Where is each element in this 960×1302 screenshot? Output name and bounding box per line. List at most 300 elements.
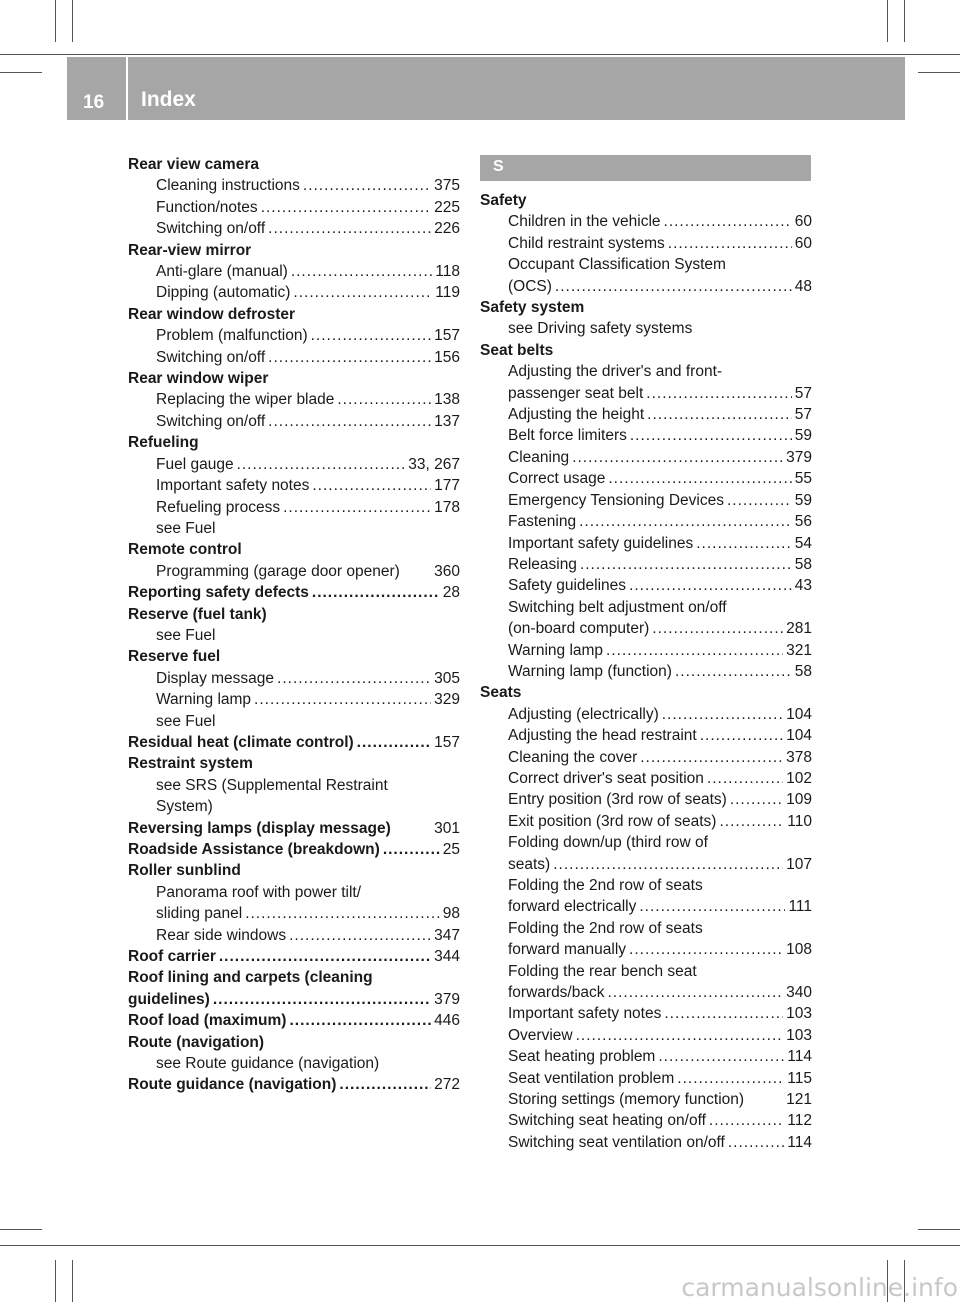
dot-leader xyxy=(572,447,783,468)
index-entry xyxy=(480,447,812,468)
entry-text: Roof load (maximum) xyxy=(128,1012,287,1030)
entry-text: Dipping (automatic) xyxy=(156,284,291,302)
entry-page-number: 55 xyxy=(794,470,812,488)
index-entry xyxy=(128,261,460,282)
entry-page-number: 25 xyxy=(442,841,460,858)
entry-text: (on-board computer) xyxy=(508,620,650,638)
index-entry xyxy=(480,640,812,661)
index-entry xyxy=(128,175,460,196)
index-entry xyxy=(480,468,812,489)
index-entry xyxy=(480,1068,812,1089)
entry-text: Switching seat ventilation on/off xyxy=(508,1133,725,1151)
index-entry xyxy=(128,218,460,239)
entry-text: Seat belts xyxy=(480,341,554,359)
dot-leader xyxy=(630,425,792,446)
crop-mark xyxy=(0,1229,42,1230)
entry-page-number: 305 xyxy=(434,669,460,687)
entry-text: Overview xyxy=(508,1026,573,1044)
dot-leader xyxy=(237,454,406,475)
dot-leader xyxy=(277,668,431,689)
dot-leader xyxy=(728,1132,784,1153)
page-number: 16 xyxy=(83,92,105,113)
entry-text: Correct driver's seat position xyxy=(508,769,704,787)
dot-leader xyxy=(553,854,783,875)
entry-page-number: 104 xyxy=(786,727,812,745)
index-entry xyxy=(128,796,460,817)
page-title: Index xyxy=(141,88,196,111)
index-entry xyxy=(480,661,812,682)
index-entry xyxy=(480,875,812,896)
dot-leader xyxy=(707,768,783,789)
dot-leader xyxy=(245,903,440,924)
entry-page-number: 138 xyxy=(434,391,460,409)
entry-text: see Fuel xyxy=(156,626,216,644)
index-entry xyxy=(480,747,812,768)
index-entry xyxy=(480,383,812,404)
index-entry xyxy=(128,711,460,732)
index-entry xyxy=(480,533,812,554)
entry-text: seats) xyxy=(508,855,551,873)
entry-text: Reporting safety defects xyxy=(128,584,309,602)
index-entry-heading xyxy=(480,297,812,318)
header-divider xyxy=(126,57,128,120)
index-entry-heading xyxy=(128,839,460,860)
index-entry xyxy=(128,925,460,946)
dot-leader xyxy=(608,468,791,489)
entry-text: Roller sunblind xyxy=(128,862,241,880)
entry-text: Releasing xyxy=(508,555,577,573)
entry-page-number: 60 xyxy=(794,213,812,231)
index-entry-heading xyxy=(128,732,460,753)
entry-page-number: 178 xyxy=(434,498,460,516)
entry-page-number: 329 xyxy=(434,691,460,709)
entry-text: Fastening xyxy=(508,513,577,531)
dot-leader xyxy=(337,389,431,410)
entry-page-number: 56 xyxy=(794,513,812,531)
index-column-left xyxy=(128,154,460,1096)
dot-leader xyxy=(312,582,440,603)
dot-leader xyxy=(646,383,791,404)
entry-text: Roof carrier xyxy=(128,948,216,966)
index-entry-heading xyxy=(128,946,460,967)
dot-leader xyxy=(607,982,783,1003)
watermark: carmanualsonline.info xyxy=(681,1273,958,1302)
entry-page-number: 225 xyxy=(434,198,460,216)
entry-text: Restraint system xyxy=(128,755,253,773)
dot-leader xyxy=(555,276,792,297)
entry-text: Rear window defroster xyxy=(128,305,296,323)
entry-text: Anti-glare (manual) xyxy=(156,263,288,281)
entry-page-number: 102 xyxy=(786,769,812,787)
index-entry-heading xyxy=(128,1074,460,1095)
index-entry xyxy=(480,1089,812,1110)
crop-mark xyxy=(0,72,42,73)
entry-text: Route guidance (navigation) xyxy=(128,1076,337,1094)
entry-page-number: 118 xyxy=(435,263,460,281)
entry-text: Correct usage xyxy=(508,470,606,488)
entry-page-number: 107 xyxy=(786,855,812,873)
entry-text: Important safety guidelines xyxy=(508,534,694,552)
index-entry xyxy=(128,903,460,924)
crop-mark xyxy=(887,0,888,42)
dot-leader xyxy=(268,218,431,239)
entry-text: Storing settings (memory function) xyxy=(508,1091,745,1109)
entry-text: Reserve (fuel tank) xyxy=(128,605,267,623)
entry-page-number: 226 xyxy=(434,220,460,238)
index-entry-heading xyxy=(128,860,460,881)
entry-page-number: 48 xyxy=(794,277,812,295)
index-entry xyxy=(480,554,812,575)
index-entry xyxy=(128,561,460,582)
index-entry xyxy=(480,233,812,254)
dot-leader xyxy=(261,197,431,218)
index-entry xyxy=(128,325,460,346)
crop-mark xyxy=(55,0,56,42)
entry-page-number: 321 xyxy=(786,641,812,659)
index-entry xyxy=(480,254,812,275)
entry-text: Refueling xyxy=(128,434,199,452)
entry-text: Refueling process xyxy=(156,498,281,516)
entry-page-number: 104 xyxy=(786,705,812,723)
dot-leader xyxy=(291,261,432,282)
index-entry xyxy=(480,425,812,446)
entry-page-number: 340 xyxy=(786,984,812,1002)
dot-leader xyxy=(640,747,783,768)
entry-text: Adjusting (electrically) xyxy=(508,705,659,723)
crop-mark xyxy=(55,1260,56,1302)
dot-leader xyxy=(677,1068,784,1089)
dot-leader xyxy=(268,411,431,432)
entry-page-number: 108 xyxy=(786,941,812,959)
dot-leader xyxy=(664,211,792,232)
dot-leader xyxy=(576,1025,784,1046)
entry-text: Safety guidelines xyxy=(508,577,627,595)
entry-page-number: 59 xyxy=(794,427,812,445)
index-entry xyxy=(480,1003,812,1024)
entry-text: Warning lamp xyxy=(508,641,604,659)
dot-leader xyxy=(254,689,431,710)
index-entry-heading xyxy=(128,989,460,1010)
entry-text: Warning lamp xyxy=(156,691,252,709)
entry-text: Belt force limiters xyxy=(508,427,627,445)
index-entry xyxy=(480,832,812,853)
entry-text: Entry position (3rd row of seats) xyxy=(508,791,727,809)
dot-leader xyxy=(580,554,792,575)
index-entry xyxy=(128,454,460,475)
index-entry-heading xyxy=(128,432,460,453)
index-entry-heading xyxy=(128,967,460,988)
dot-leader xyxy=(700,725,783,746)
index-entry xyxy=(480,704,812,725)
entry-page-number: 301 xyxy=(434,819,460,837)
index-entry-heading xyxy=(128,1010,460,1031)
entry-page-number: 281 xyxy=(786,620,812,638)
crop-mark xyxy=(0,54,960,55)
index-entry xyxy=(128,475,460,496)
index-entry xyxy=(128,668,460,689)
entry-text: Folding the 2nd row of seats xyxy=(508,877,703,894)
index-entry-heading xyxy=(128,818,460,839)
entry-text: Exit position (3rd row of seats) xyxy=(508,812,717,830)
entry-page-number: 379 xyxy=(786,448,812,466)
entry-text: (OCS) xyxy=(508,277,552,295)
dot-leader xyxy=(639,896,785,917)
index-entry xyxy=(480,1110,812,1131)
entry-text: Adjusting the height xyxy=(508,406,645,424)
index-entry xyxy=(128,411,460,432)
dot-leader xyxy=(312,475,431,496)
entry-text: Switching on/off xyxy=(156,220,266,238)
index-entry xyxy=(480,896,812,917)
entry-text: Panorama roof with power tilt/ xyxy=(156,883,362,901)
crop-mark xyxy=(72,0,73,42)
crop-mark xyxy=(918,1229,960,1230)
entry-text: Cleaning instructions xyxy=(156,177,300,195)
entry-text: forward manually xyxy=(508,941,627,959)
entry-text: Adjusting the driver's and front- xyxy=(508,363,723,381)
entry-text: Seat ventilation problem xyxy=(508,1069,675,1087)
index-column-right xyxy=(480,190,812,1153)
entry-page-number: 58 xyxy=(794,662,812,680)
entry-text: Rear-view mirror xyxy=(128,241,252,259)
index-entry xyxy=(480,725,812,746)
entry-page-number: 360 xyxy=(434,562,460,580)
entry-page-number: 121 xyxy=(786,1091,812,1109)
entry-text: Important safety notes xyxy=(156,477,310,495)
crop-mark xyxy=(918,72,960,73)
entry-page-number: 272 xyxy=(434,1076,460,1094)
entry-text: Seats xyxy=(480,684,522,702)
entry-text: Problem (malfunction) xyxy=(156,327,308,345)
entry-text: Folding down/up (third row of xyxy=(508,834,708,852)
dot-leader xyxy=(629,939,783,960)
entry-page-number: 156 xyxy=(434,348,460,366)
dot-leader xyxy=(357,732,431,753)
entry-text: Important safety notes xyxy=(508,1005,662,1023)
entry-page-number: 109 xyxy=(786,791,812,809)
index-entry xyxy=(480,575,812,596)
index-entry xyxy=(128,625,460,646)
entry-text: Switching on/off xyxy=(156,412,266,430)
entry-page-number: 137 xyxy=(434,412,460,430)
entry-text: Safety system xyxy=(480,299,585,317)
index-entry-heading xyxy=(480,682,812,703)
dot-leader xyxy=(730,789,783,810)
entry-page-number: 112 xyxy=(787,1112,812,1130)
dot-leader xyxy=(696,533,792,554)
index-entry xyxy=(480,511,812,532)
index-entry-heading xyxy=(128,753,460,774)
entry-page-number: 119 xyxy=(435,284,460,302)
dot-leader xyxy=(658,1046,784,1067)
dot-leader xyxy=(664,1003,783,1024)
entry-text: Switching on/off xyxy=(156,348,266,366)
index-entry xyxy=(128,518,460,539)
entry-text: Rear view camera xyxy=(128,156,259,173)
index-entry xyxy=(128,882,460,903)
entry-text: see Fuel xyxy=(156,712,216,730)
index-entry xyxy=(128,497,460,518)
index-entry xyxy=(480,318,812,339)
entry-text: Programming (garage door opener) xyxy=(156,562,400,580)
entry-text: Fuel gauge xyxy=(156,455,234,473)
entry-page-number: 379 xyxy=(434,990,460,1008)
index-entry xyxy=(128,389,460,410)
entry-page-number: 344 xyxy=(434,948,460,966)
index-entry xyxy=(480,1046,812,1067)
dot-leader xyxy=(668,233,792,254)
entry-page-number: 446 xyxy=(434,1012,460,1030)
entry-text: Residual heat (climate control) xyxy=(128,733,354,751)
entry-text: Function/notes xyxy=(156,198,258,216)
dot-leader xyxy=(213,989,431,1010)
section-letter: S xyxy=(493,158,504,175)
entry-text: Occupant Classification System xyxy=(508,256,726,274)
entry-text: Roadside Assistance (breakdown) xyxy=(128,841,380,858)
index-entry-heading xyxy=(128,539,460,560)
entry-text: Child restraint systems xyxy=(508,234,665,252)
entry-page-number: 33, 267 xyxy=(408,455,460,473)
entry-text: Adjusting the head restraint xyxy=(508,727,697,745)
index-entry xyxy=(128,347,460,368)
crop-mark xyxy=(904,0,905,42)
entry-page-number: 57 xyxy=(794,384,812,402)
entry-text: see SRS (Supplemental Restraint xyxy=(156,776,388,794)
index-entry xyxy=(480,811,812,832)
dot-leader xyxy=(219,946,431,967)
dot-leader xyxy=(293,282,432,303)
dot-leader xyxy=(311,325,432,346)
crop-mark xyxy=(72,1260,73,1302)
index-entry xyxy=(480,618,812,639)
dot-leader xyxy=(675,661,792,682)
entry-page-number: 110 xyxy=(787,812,812,830)
index-entry xyxy=(480,789,812,810)
entry-text: Emergency Tensioning Devices xyxy=(508,491,724,509)
entry-page-number: 177 xyxy=(434,477,460,495)
dot-leader xyxy=(662,704,783,725)
entry-text: Children in the vehicle xyxy=(508,213,661,231)
entry-page-number: 378 xyxy=(786,748,812,766)
entry-text: Roof lining and carpets (cleaning xyxy=(128,969,373,987)
index-entry xyxy=(480,961,812,982)
dot-leader xyxy=(629,575,792,596)
entry-page-number: 103 xyxy=(786,1026,812,1044)
index-entry xyxy=(128,282,460,303)
entry-page-number: 115 xyxy=(787,1069,812,1087)
index-entry xyxy=(480,597,812,618)
entry-text: System) xyxy=(156,798,213,816)
entry-text: Seat heating problem xyxy=(508,1048,656,1066)
section-letter-bar xyxy=(480,155,811,181)
index-entry xyxy=(128,1053,460,1074)
index-entry-heading xyxy=(128,604,460,625)
index-entry-heading xyxy=(128,1032,460,1053)
entry-text: Cleaning the cover xyxy=(508,748,638,766)
dot-leader xyxy=(283,497,431,518)
index-entry xyxy=(128,689,460,710)
entry-text: Replacing the wiper blade xyxy=(156,391,335,409)
index-entry-heading xyxy=(128,582,460,603)
dot-leader xyxy=(606,640,783,661)
entry-page-number: 57 xyxy=(794,406,812,424)
dot-leader xyxy=(289,925,431,946)
dot-leader xyxy=(727,490,792,511)
entry-text: guidelines) xyxy=(128,990,210,1008)
entry-text: see Fuel xyxy=(156,519,216,537)
entry-page-number: 157 xyxy=(434,327,460,345)
index-entry-heading xyxy=(128,368,460,389)
index-entry xyxy=(128,775,460,796)
entry-page-number: 347 xyxy=(434,926,460,944)
crop-mark xyxy=(0,1245,960,1246)
entry-page-number: 43 xyxy=(794,577,812,595)
entry-page-number: 98 xyxy=(442,905,460,923)
dot-leader xyxy=(268,347,431,368)
entry-page-number: 114 xyxy=(787,1048,812,1066)
index-entry xyxy=(480,1132,812,1153)
entry-text: passenger seat belt xyxy=(508,384,644,402)
index-entry xyxy=(480,404,812,425)
index-entry xyxy=(480,361,812,382)
index-entry-heading xyxy=(128,304,460,325)
entry-page-number: 28 xyxy=(442,584,460,602)
index-entry-heading xyxy=(480,340,812,361)
dot-leader xyxy=(383,839,440,860)
index-entry xyxy=(480,1025,812,1046)
dot-leader xyxy=(289,1010,431,1031)
index-entry xyxy=(480,854,812,875)
entry-text: Safety xyxy=(480,192,527,209)
entry-text: see Route guidance (navigation) xyxy=(156,1055,380,1073)
entry-page-number: 114 xyxy=(787,1133,812,1151)
index-entry-heading xyxy=(480,190,812,211)
index-entry xyxy=(480,211,812,232)
entry-text: Remote control xyxy=(128,541,242,559)
index-entry xyxy=(480,768,812,789)
entry-page-number: 59 xyxy=(794,491,812,509)
entry-text: forwards/back xyxy=(508,984,605,1002)
index-entry-heading xyxy=(128,240,460,261)
entry-page-number: 60 xyxy=(794,234,812,252)
index-entry xyxy=(480,490,812,511)
entry-text: Switching belt adjustment on/off xyxy=(508,598,727,616)
index-entry xyxy=(480,982,812,1003)
entry-text: Folding the 2nd row of seats xyxy=(508,919,703,937)
entry-text: see Driving safety systems xyxy=(508,320,693,338)
index-entry-heading xyxy=(128,154,460,175)
entry-page-number: 375 xyxy=(434,177,460,195)
entry-text: Reserve fuel xyxy=(128,648,221,666)
dot-leader xyxy=(647,404,792,425)
index-entry xyxy=(480,276,812,297)
dot-leader xyxy=(719,811,784,832)
entry-page-number: 111 xyxy=(788,898,812,916)
entry-page-number: 157 xyxy=(434,733,460,751)
index-entry-heading xyxy=(128,646,460,667)
entry-page-number: 103 xyxy=(786,1005,812,1023)
entry-text: Folding the rear bench seat xyxy=(508,962,697,980)
entry-text: forward electrically xyxy=(508,898,637,916)
entry-text: Route (navigation) xyxy=(128,1033,265,1051)
entry-text: Display message xyxy=(156,669,275,687)
dot-leader xyxy=(339,1074,431,1095)
entry-text: Rear window wiper xyxy=(128,370,269,388)
entry-text: Warning lamp (function) xyxy=(508,662,672,680)
entry-page-number: 58 xyxy=(794,555,812,573)
entry-text: Rear side windows xyxy=(156,926,287,944)
entry-text: Reversing lamps (display message) xyxy=(128,819,391,837)
